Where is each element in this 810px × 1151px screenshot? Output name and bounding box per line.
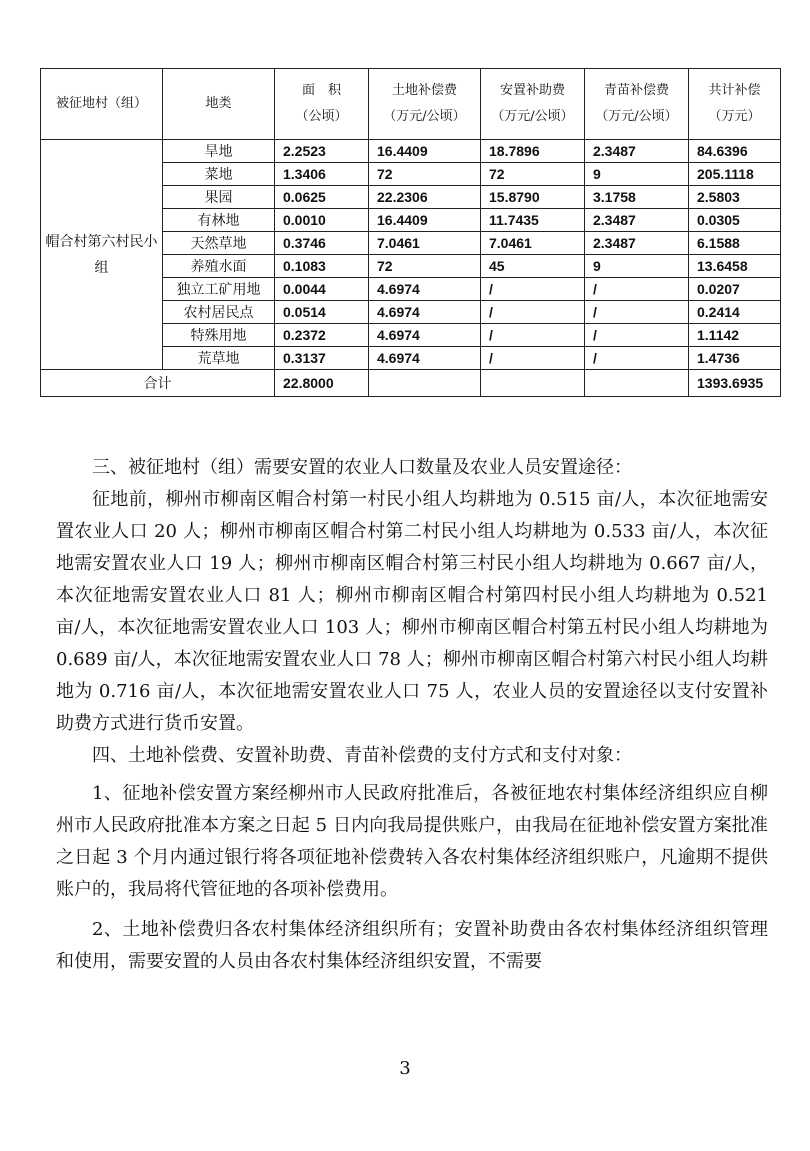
land-type-cell: 农村居民点 xyxy=(163,301,275,324)
section-three xyxy=(56,452,768,978)
land-comp-cell: 4.6974 xyxy=(369,278,481,301)
land-comp-cell: 4.6974 xyxy=(369,347,481,370)
total-cell: 84.6396 xyxy=(689,140,781,163)
page-number: 3 xyxy=(399,1058,411,1079)
section-three-paragraph: 征地前，柳州市柳南区帽合村第一村民小组人均耕地为 0.515 亩/人，本次征地需安置农业人口 20 人；柳州市柳南区帽合村第二村民小组人均耕地为 0.533 亩/人，本次征地需安置农业人口 19 人；柳州市柳南区帽合村第三村民小组人均耕地为 0.667 亩/人，本次征地需安置农业人口 81 人；柳州市柳南区帽合村第四村民小组人均耕地为 0.521 亩/人，本次征地需安置农业人口 103 人；柳州市柳南区帽合村第五村民小组人均耕地为 0.689 亩/人，本次征地需安置农业人口 78 人；柳州市柳南区帽合村第六村民小组人均耕地为 0.716 亩/人，本次征地需安置农业人口 75 人，农业人员的安置途径以支付安置补助费方式进行货币安置。 xyxy=(56,489,768,734)
area-cell: 0.1083 xyxy=(275,255,369,278)
compensation-table xyxy=(40,68,781,397)
section-three-heading: 三、被征地村（组）需要安置的农业人口数量及农业人员安置途径： xyxy=(92,457,632,478)
land-comp-cell: 7.0461 xyxy=(369,232,481,255)
total-cell: 1.4736 xyxy=(689,347,781,370)
total-cell: 0.0207 xyxy=(689,278,781,301)
resettle-cell: 45 xyxy=(481,255,585,278)
header-resettle: 安置补助费 （万元/公顷） xyxy=(481,69,585,140)
land-type-cell: 养殖水面 xyxy=(163,255,275,278)
header-area: 面 积 （公顷） xyxy=(275,69,369,140)
area-cell: 0.3746 xyxy=(275,232,369,255)
area-cell: 0.0625 xyxy=(275,186,369,209)
crop-cell: 9 xyxy=(585,255,689,278)
crop-cell: 2.3487 xyxy=(585,232,689,255)
header-total: 共计补偿 （万元） xyxy=(689,69,781,140)
land-type-cell: 特殊用地 xyxy=(163,324,275,347)
crop-cell: 3.1758 xyxy=(585,186,689,209)
land-type-cell: 果园 xyxy=(163,186,275,209)
area-cell: 0.3137 xyxy=(275,347,369,370)
resettle-cell: 15.8790 xyxy=(481,186,585,209)
land-type-cell: 天然草地 xyxy=(163,232,275,255)
crop-cell: / xyxy=(585,324,689,347)
resettle-cell: 7.0461 xyxy=(481,232,585,255)
empty-cell xyxy=(369,370,481,397)
area-cell: 0.0044 xyxy=(275,278,369,301)
crop-cell: 2.3487 xyxy=(585,140,689,163)
resettle-cell: / xyxy=(481,278,585,301)
land-comp-cell: 72 xyxy=(369,163,481,186)
crop-cell: / xyxy=(585,301,689,324)
grand-total-cell: 1393.6935 xyxy=(689,370,781,397)
total-cell: 13.6458 xyxy=(689,255,781,278)
resettle-cell: 72 xyxy=(481,163,585,186)
resettle-cell: 11.7435 xyxy=(481,209,585,232)
resettle-cell: / xyxy=(481,301,585,324)
section-four-item-2: 2、土地补偿费归各农村集体经济组织所有；安置补助费由各农村集体经济组织管理和使用，需要安置的人员由各农村集体经济组织安置，不需要 xyxy=(56,919,768,972)
resettle-cell: / xyxy=(481,347,585,370)
crop-cell: / xyxy=(585,347,689,370)
land-comp-cell: 16.4409 xyxy=(369,140,481,163)
land-comp-cell: 4.6974 xyxy=(369,324,481,347)
land-comp-cell: 72 xyxy=(369,255,481,278)
total-cell: 2.5803 xyxy=(689,186,781,209)
area-cell: 0.2372 xyxy=(275,324,369,347)
area-cell: 0.0010 xyxy=(275,209,369,232)
land-type-cell: 旱地 xyxy=(163,140,275,163)
table-header-row xyxy=(41,69,781,140)
empty-cell xyxy=(481,370,585,397)
header-crop: 青苗补偿费 （万元/公顷） xyxy=(585,69,689,140)
resettle-cell: / xyxy=(481,324,585,347)
empty-cell xyxy=(585,370,689,397)
land-comp-cell: 4.6974 xyxy=(369,301,481,324)
group-name-cell: 帽合村第六村民小组 xyxy=(41,140,163,370)
total-area-cell: 22.8000 xyxy=(275,370,369,397)
area-cell: 1.3406 xyxy=(275,163,369,186)
section-four-heading: 四、土地补偿费、安置补助费、青苗补偿费的支付方式和支付对象： xyxy=(92,745,632,766)
total-cell: 0.2414 xyxy=(689,301,781,324)
header-land-comp: 土地补偿费 （万元/公顷） xyxy=(369,69,481,140)
table-row xyxy=(41,140,781,163)
land-type-cell: 独立工矿用地 xyxy=(163,278,275,301)
crop-cell: 2.3487 xyxy=(585,209,689,232)
header-land-type: 地类 xyxy=(163,69,275,140)
total-cell: 6.1588 xyxy=(689,232,781,255)
land-type-cell: 荒草地 xyxy=(163,347,275,370)
header-village: 被征地村（组） xyxy=(41,69,163,140)
land-type-cell: 有林地 xyxy=(163,209,275,232)
land-comp-cell: 16.4409 xyxy=(369,209,481,232)
section-four-item-1: 1、征地补偿安置方案经柳州市人民政府批准后，各被征地农村集体经济组织应自柳州市人民政府批准本方案之日起 5 日内向我局提供账户，由我局在征地补偿安置方案批准之日起 3 个月内通过银行将各项征地补偿费转入各农村集体经济组织账户，凡逾期不提供账户的，我局将代管征地的各项补偿费用。 xyxy=(56,783,768,900)
land-comp-cell: 22.2306 xyxy=(369,186,481,209)
land-type-cell: 菜地 xyxy=(163,163,275,186)
crop-cell: / xyxy=(585,278,689,301)
table-total-row xyxy=(41,370,781,397)
total-cell: 0.0305 xyxy=(689,209,781,232)
total-cell: 205.1118 xyxy=(689,163,781,186)
resettle-cell: 18.7896 xyxy=(481,140,585,163)
crop-cell: 9 xyxy=(585,163,689,186)
total-label-cell: 合计 xyxy=(41,370,275,397)
area-cell: 0.0514 xyxy=(275,301,369,324)
area-cell: 2.2523 xyxy=(275,140,369,163)
total-cell: 1.1142 xyxy=(689,324,781,347)
